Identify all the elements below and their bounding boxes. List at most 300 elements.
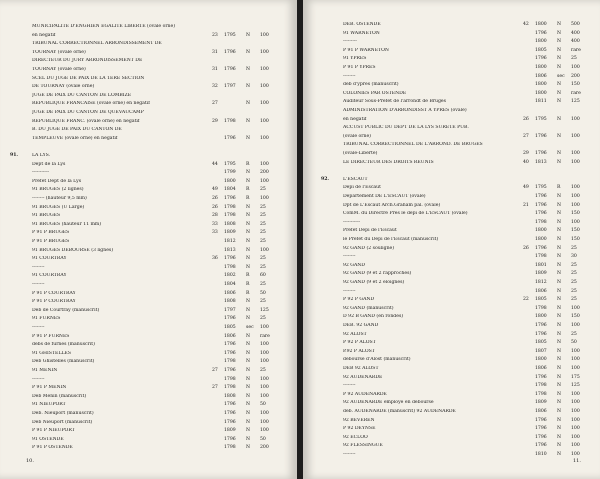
entry-label: P 92 P ALOST <box>343 340 376 346</box>
entry-row <box>303 332 600 338</box>
entry-color-code: N <box>246 307 251 313</box>
entry-reference: 26 <box>212 196 218 201</box>
entry-color-code: N <box>246 368 251 373</box>
entry-reference: 32 <box>212 84 218 90</box>
entry-label: Auditeur Sous-Préfet de l'arrondt de Bruges <box>343 99 446 105</box>
entry-value: 25 <box>260 239 266 244</box>
entry-value: 25 <box>260 316 266 322</box>
entry-color-code: N <box>557 65 562 70</box>
entry-row <box>303 39 600 45</box>
entry-year: 1797 <box>224 84 236 90</box>
entry-color-code: N <box>557 30 562 36</box>
entry-year: 1796 <box>224 342 236 348</box>
entry-year: 1809 <box>535 271 547 277</box>
entry-label: ADMINISTRATION D'ARRONDISST A YPRES (ovale) <box>343 108 467 113</box>
entry-row <box>0 428 297 434</box>
entry-label: -------- <box>32 282 45 287</box>
entry-color-code: N <box>557 99 562 105</box>
entry-color-code: N <box>246 411 251 416</box>
entry-label: le Préfet du Dépi de l'Escaut (manuscrit) <box>343 237 439 242</box>
entry-row <box>0 222 297 228</box>
entry-value: 60 <box>260 273 266 279</box>
entry-reference: 27 <box>212 368 218 373</box>
entry-value: 100 <box>571 391 580 397</box>
entry-color-code: N <box>557 151 562 156</box>
entry-year: 1809 <box>224 230 236 236</box>
entry-year: 1796 <box>535 443 547 449</box>
entry-row <box>303 117 600 123</box>
entry-color-code: R <box>246 282 250 287</box>
entry-value: 25 <box>260 282 266 287</box>
entry-label: (ovale-Liberté) <box>343 151 378 156</box>
section-number: 92. <box>321 176 329 182</box>
entry-year: 1796 <box>224 411 236 416</box>
entry-value: 100 <box>571 452 580 457</box>
entry-row <box>0 325 297 331</box>
entry-color-code: N <box>557 348 562 354</box>
entry-year: 1801 <box>535 262 547 268</box>
entry-year: 1809 <box>224 428 236 434</box>
entry-row <box>0 144 297 150</box>
entry-row <box>303 375 600 381</box>
entry-row <box>0 93 297 99</box>
entry-color-code: N <box>557 357 562 363</box>
entry-value: 25 <box>571 297 577 303</box>
entry-color-code: N <box>557 383 562 389</box>
entry-reference: 22 <box>523 297 529 303</box>
entry-label: debs de furnes (manuscrit) <box>32 342 95 348</box>
right-page-number: 11. <box>573 458 581 464</box>
entry-label: P 91 P BRUGES <box>32 239 70 244</box>
entry-year: 1796 <box>224 419 236 425</box>
entry-label: déboursé d'Alost (manuscrit) <box>343 357 411 363</box>
entry-row <box>0 50 297 56</box>
entry-value: rare <box>571 90 581 96</box>
entry-value: 25 <box>260 299 266 305</box>
entry-value: 100 <box>571 185 580 191</box>
entry-value: 150 <box>571 211 580 217</box>
entry-value: 100 <box>571 366 580 371</box>
entry-label: -------- <box>32 376 45 382</box>
entry-value: 100 <box>260 161 269 167</box>
entry-value: 25 <box>260 204 266 210</box>
entry-label: 91 OSTENDE <box>32 436 64 442</box>
entry-value: 100 <box>260 428 269 434</box>
entry-color-code: N <box>557 47 562 53</box>
entry-label: 91 YPRES <box>343 56 367 62</box>
entry-label: 92 GAND (9 et 2 rapprochés) <box>343 271 412 277</box>
entry-label: en négatif <box>343 116 367 122</box>
entry-row <box>303 409 600 415</box>
entry-row <box>303 254 600 260</box>
entry-row <box>0 230 297 236</box>
entry-row <box>0 299 297 305</box>
entry-value: 100 <box>571 417 580 423</box>
entry-value: 25 <box>260 256 266 262</box>
entry-color-code: N <box>557 340 562 346</box>
entry-value: rare <box>260 333 270 339</box>
entry-label: Deb Nieuport (manuscrit) <box>32 419 93 425</box>
entry-label: Deb Ghistelles (manuscrit) <box>32 359 95 365</box>
entry-year: 1800 <box>535 82 547 88</box>
entry-color-code: N <box>557 426 562 432</box>
entry-year: 1804 <box>224 187 236 193</box>
entry-row <box>0 84 297 90</box>
entry-color-code: N <box>557 443 562 449</box>
entry-color-code: N <box>557 417 562 423</box>
entry-row <box>0 265 297 271</box>
entry-reference: 29 <box>523 151 529 156</box>
entry-value: 100 <box>571 151 580 156</box>
entry-label: P 91 P FURNES <box>32 333 70 339</box>
entry-row <box>303 383 600 389</box>
entry-year: 1813 <box>224 247 236 253</box>
entry-row <box>303 177 600 183</box>
entry-year: 1813 <box>535 159 547 165</box>
entry-reference: 31 <box>212 49 218 55</box>
entry-reference: 29 <box>212 118 218 124</box>
entry-year: 1796 <box>224 135 236 141</box>
entry-year: 1795 <box>535 116 547 122</box>
entry-value: 100 <box>260 385 269 391</box>
entry-color-code: N <box>246 393 251 399</box>
entry-label: 91 GHISTELLES <box>32 350 71 356</box>
entry-year: 1800 <box>535 228 547 234</box>
entry-color-code: N <box>246 84 251 90</box>
entry-value: 100 <box>571 409 580 414</box>
entry-value: 100 <box>260 393 269 399</box>
entry-color-code: N <box>557 194 562 199</box>
entry-color-code: N <box>246 118 251 124</box>
entry-value: 25 <box>571 280 577 285</box>
entry-color-code: N <box>246 256 251 262</box>
entry-row <box>303 246 600 252</box>
entry-year: 1796 <box>535 374 547 380</box>
entry-reference: 26 <box>523 245 529 251</box>
entry-year: 1800 <box>535 22 547 27</box>
entry-color-code: N <box>557 391 562 397</box>
entry-row <box>303 237 600 243</box>
entry-value: 100 <box>260 359 269 365</box>
entry-color-code: N <box>246 239 251 244</box>
entry-value: 25 <box>260 368 266 373</box>
entry-year: 1812 <box>224 239 236 244</box>
entry-year: 1796 <box>535 245 547 251</box>
entry-year: 1806 <box>224 290 236 296</box>
entry-row <box>0 196 297 202</box>
entry-label: REPUBLIQUE FRANC. (ovale orné) en négatif <box>32 118 140 124</box>
entry-label: Département DE L'ESCAUT (ovale) <box>343 194 426 199</box>
entry-color-code: N <box>557 366 562 371</box>
entry-row <box>0 351 297 357</box>
entry-year: 1798 <box>535 254 547 260</box>
entry-label: P 91 P YPRES <box>343 65 376 70</box>
entry-row <box>303 323 600 329</box>
entry-label: 91 COURTRAY <box>32 273 67 279</box>
entry-year: 1796 <box>535 194 547 199</box>
entry-label: COLONIES PAR OSTENDE <box>343 90 407 96</box>
entry-color-code: N <box>557 288 562 294</box>
entry-label: Deb Menin (manuscrit) <box>32 393 87 399</box>
entry-year: 1796 <box>224 316 236 322</box>
entry-label: Dépt de la Lys <box>32 161 66 167</box>
entry-label: deb d'ypres (manuscrit) <box>343 82 399 88</box>
entry-color-code: N <box>246 230 251 236</box>
entry-row <box>0 101 297 107</box>
entry-row <box>303 228 600 234</box>
entry-row <box>303 134 600 140</box>
entry-label: DE TOURNAY (ovale orné) <box>32 84 95 90</box>
entry-value: 100 <box>260 350 269 356</box>
entry-label: TOURNAY (ovale orné) <box>32 49 86 55</box>
entry-year: 1798 <box>535 305 547 311</box>
entry-color-code: R <box>246 290 250 296</box>
entry-row <box>303 56 600 62</box>
entry-label: DEB. 92 GAND <box>343 323 379 328</box>
entry-label: 92 ALOST <box>343 331 367 337</box>
entry-row <box>0 437 297 443</box>
entry-year: 1800 <box>535 90 547 96</box>
entry-color-code: N <box>246 221 251 227</box>
entry-row <box>303 271 600 277</box>
entry-row <box>303 203 600 209</box>
entry-row <box>0 33 297 39</box>
entry-color-code: N <box>557 39 562 45</box>
entry-row <box>0 282 297 288</box>
entry-row <box>303 289 600 295</box>
entry-row <box>0 187 297 193</box>
entry-label: P 91 P OSTENDE <box>32 445 73 451</box>
entry-row <box>303 452 600 458</box>
entry-row <box>303 306 600 312</box>
entry-year: 1798 <box>224 359 236 365</box>
entry-year: 1796 <box>224 350 236 356</box>
entry-value: 100 <box>260 32 269 38</box>
entry-row <box>0 170 297 176</box>
entry-color-code: N <box>557 280 562 285</box>
entry-row <box>0 76 297 82</box>
entry-label: TOURNAY (ovale orné) <box>32 67 86 72</box>
entry-row <box>303 91 600 97</box>
entry-color-code: N <box>557 262 562 268</box>
entry-label: -------- (hauteur 9,5 mm) <box>32 196 87 201</box>
entry-year: 1806 <box>535 409 547 414</box>
entry-year: 1796 <box>224 436 236 442</box>
entry-color-code: N <box>246 170 251 176</box>
entry-label: TRIBUNAL CORRECTIONNEL DE L'ARROND. DE BRUGES <box>343 142 483 148</box>
entry-label: Deb. Nieuport (manuscrit) <box>32 411 94 416</box>
entry-year: 1796 <box>535 323 547 328</box>
entry-row <box>0 308 297 314</box>
entry-row <box>303 366 600 372</box>
entry-value: 25 <box>571 331 577 337</box>
entry-value: 100 <box>260 135 269 141</box>
entry-label: B. DU JUGE DE PAIX DU CANTON DE <box>32 127 122 133</box>
entry-year: 1800 <box>535 65 547 70</box>
entry-year: 1800 <box>535 237 547 242</box>
entry-row <box>303 99 600 105</box>
entry-value: 400 <box>571 39 580 45</box>
entry-row <box>0 162 297 168</box>
entry-value: 100 <box>260 118 269 124</box>
entry-row <box>0 291 297 297</box>
entry-value: 25 <box>571 288 577 294</box>
entry-reference: 28 <box>212 213 218 219</box>
entry-year: 1800 <box>224 178 236 184</box>
entry-color-code: R <box>246 187 250 193</box>
entry-label: SCEL DU JUGE DE PAIX DE LA 1ERE SECTION <box>32 75 145 81</box>
entry-year: 1796 <box>224 256 236 262</box>
entry-value: 100 <box>260 178 269 184</box>
entry-year: 1796 <box>535 30 547 36</box>
entry-label: DEB 92 ALOST <box>343 366 379 371</box>
entry-label: 91 NIEUPORT <box>32 402 66 408</box>
entry-label: en négatif <box>32 32 56 38</box>
entry-value: 50 <box>260 436 266 442</box>
entry-row <box>0 213 297 219</box>
entry-year: 1800 <box>535 39 547 45</box>
entry-row <box>0 377 297 383</box>
entry-value: 100 <box>260 247 269 253</box>
entry-year: 1812 <box>535 280 547 285</box>
entry-row <box>0 24 297 30</box>
entry-label: 92 ECLOO <box>343 434 368 440</box>
entry-row <box>0 273 297 279</box>
entry-color-code: N <box>246 445 251 451</box>
entry-label: DEB. OSTENDE <box>343 22 381 27</box>
entry-year: 1796 <box>535 434 547 440</box>
entry-label: 91 BRUGES (U Large) <box>32 204 85 210</box>
entry-year: 1808 <box>224 393 236 399</box>
entry-color-code: N <box>557 159 562 165</box>
entry-row <box>303 280 600 286</box>
entry-value: 100 <box>260 419 269 425</box>
entry-label: déb. AUDENARDE (manuscrit) 92 AUDENARDE <box>343 409 456 414</box>
entry-reference: 26 <box>212 204 218 210</box>
entry-value: 100 <box>260 325 269 330</box>
entry-year: 1798 <box>224 204 236 210</box>
entry-value: 100 <box>260 101 269 107</box>
entry-color-code: N <box>557 219 562 225</box>
entry-color-code: N <box>557 228 562 234</box>
entry-label: MUNICIPALITE D'ENGHIEN EGALITE LIBERTE (ovale orné) <box>32 24 176 29</box>
entry-reference: 40 <box>523 159 529 165</box>
entry-row <box>0 256 297 262</box>
entry-row <box>0 368 297 374</box>
entry-row <box>303 108 600 114</box>
entry-row <box>303 314 600 320</box>
entry-color-code: N <box>246 299 251 305</box>
entry-label: 91 FURNES <box>32 316 61 322</box>
entry-row <box>0 136 297 142</box>
entry-row <box>303 125 600 131</box>
entry-reference: 49 <box>523 185 529 191</box>
entry-color-code: N <box>557 271 562 277</box>
entry-row <box>0 359 297 365</box>
entry-year: 1797 <box>224 307 236 313</box>
entry-row <box>303 142 600 148</box>
entry-label: REPUBLIQUE FRANCAISE (ovale orné) en négatif <box>32 101 150 107</box>
entry-year: 1796 <box>224 67 236 72</box>
entry-label: P 92 DEYNSE <box>343 426 376 432</box>
entry-row <box>0 153 297 159</box>
entry-color-code: N <box>557 254 562 260</box>
entry-year: 1800 <box>535 314 547 320</box>
entry-value: 25 <box>260 187 266 193</box>
entry-color-code: N <box>557 82 562 88</box>
entry-label: 91 BRUGES <box>32 213 61 219</box>
entry-label: Préfet Dépt de la Lys <box>32 178 82 184</box>
entry-year: 1796 <box>535 331 547 337</box>
entry-year: 1798 <box>535 391 547 397</box>
entry-color-code: N <box>557 297 562 303</box>
entry-color-code: sec <box>246 325 254 330</box>
entry-label: P 91 P NIEUPORT <box>32 428 75 434</box>
entry-color-code: N <box>557 331 562 337</box>
entry-color-code: R <box>246 273 250 279</box>
entry-color-code: sec <box>557 73 565 79</box>
entry-value: 50 <box>571 340 577 346</box>
entry-color-code: N <box>557 409 562 414</box>
entry-color-code: N <box>246 316 251 322</box>
entry-year: 1798 <box>535 219 547 225</box>
entry-row <box>303 168 600 174</box>
entry-color-code: N <box>246 436 251 442</box>
entry-value: 25 <box>260 230 266 236</box>
entry-value: 150 <box>571 82 580 88</box>
entry-value: 400 <box>571 30 580 36</box>
entry-row <box>303 426 600 432</box>
entry-color-code: R <box>557 185 561 191</box>
entry-label: 92 GAND (9 et 2 éloignés) <box>343 280 405 285</box>
entry-color-code: R <box>246 161 250 167</box>
entry-reference: 27 <box>212 385 218 391</box>
entry-label: L'ESCAUT <box>343 176 368 182</box>
entry-year: 1799 <box>224 170 236 176</box>
entry-reference: 33 <box>212 221 218 227</box>
entry-value: 100 <box>260 49 269 55</box>
entry-color-code: N <box>557 56 562 62</box>
entry-label: P 91 P MENIN <box>32 385 67 391</box>
entry-reference: 36 <box>212 256 218 262</box>
entry-label: LE DIRECTEUR DES DROITS REUNIS <box>343 159 434 165</box>
entry-label: 91 MENIN <box>32 368 58 373</box>
entry-value: 100 <box>571 202 580 208</box>
entry-label: P 91 P COURTRAY <box>32 290 76 296</box>
entry-year: 1808 <box>224 299 236 305</box>
left-page <box>0 0 297 479</box>
entry-label: TRIBUNAL CORRECTIONNEL ARRONDISSEMENT DE <box>32 41 162 47</box>
entry-year: 1805 <box>535 47 547 53</box>
entry-value: 100 <box>571 400 580 406</box>
entry-year: 1796 <box>535 56 547 62</box>
entry-color-code: N <box>557 400 562 406</box>
entry-label: ACCUST PUBLIC DU DEPT DE LA LYS SURETE PUB. <box>343 125 469 131</box>
entry-color-code: N <box>246 213 251 219</box>
entry-row <box>0 334 297 340</box>
entry-row <box>0 67 297 73</box>
entry-color-code: N <box>557 374 562 380</box>
entry-value: 25 <box>571 56 577 62</box>
entry-year: 1811 <box>535 99 547 105</box>
entry-label: JUGE DE PAIX DU CANTON DE QUEVAUCAMP <box>32 110 144 115</box>
entry-color-code: N <box>557 323 562 328</box>
entry-color-code: N <box>246 350 251 356</box>
entry-row <box>0 119 297 125</box>
entry-color-code: N <box>246 204 251 210</box>
entry-value: 25 <box>571 245 577 251</box>
entry-color-code: N <box>557 211 562 217</box>
